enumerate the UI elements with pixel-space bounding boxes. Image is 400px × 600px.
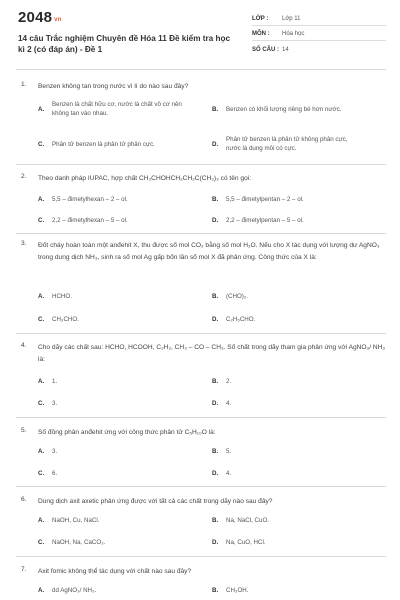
- document-header: [0, 0, 400, 66]
- option-text: 4.: [226, 470, 232, 477]
- header-divider: [16, 69, 386, 70]
- option-text: 5,5 – đimetylhexan – 2 – ol.: [52, 196, 128, 203]
- option-letter: A.: [38, 448, 45, 455]
- question-divider: [16, 486, 386, 487]
- question-divider: [16, 333, 386, 334]
- question-number: 6.: [21, 496, 27, 503]
- option-letter: B.: [212, 106, 219, 113]
- option-letter: B.: [212, 293, 219, 300]
- option-text: 2,2 – đimetylpentan – 5 – ol.: [226, 217, 304, 224]
- question-number: 5.: [21, 427, 27, 434]
- option-letter: B.: [212, 448, 219, 455]
- option-text: 5,5 – đimetylpentan – 2 – ol.: [226, 196, 304, 203]
- option-letter: D.: [212, 316, 219, 323]
- option-letter: C.: [38, 316, 45, 323]
- option-text: Benzen có khối lượng riêng bé hơn nước.: [226, 106, 342, 113]
- question-text: Số đồng phân anđehit ứng với công thức phân tử C₅H₁₀O là:: [38, 429, 216, 436]
- meta-grade-value: Lớp 11: [282, 16, 301, 22]
- question-number: 1.: [21, 81, 27, 88]
- option-text: Phân tử benzen là phân tử phân cực.: [52, 141, 155, 148]
- option-text: 3.: [52, 448, 58, 455]
- option-letter: B.: [212, 517, 219, 524]
- option-text: CH₃CHO.: [52, 316, 79, 323]
- question-text: Theo danh pháp IUPAC, hợp chất CH₃CHOHCH₂CH₂C(CH₃)₃ có tên gọi:: [38, 175, 252, 182]
- option-text: CH₃OH.: [226, 587, 249, 594]
- question-divider: [16, 556, 386, 557]
- option-text: 4.: [226, 400, 232, 407]
- option-letter: C.: [38, 217, 45, 224]
- option-letter: D.: [212, 217, 219, 224]
- option-letter: C.: [38, 400, 45, 407]
- option-letter: C.: [38, 141, 45, 148]
- meta-count-label: SỐ CÂU :: [252, 47, 279, 53]
- option-letter: C.: [38, 470, 45, 477]
- meta-divider: [252, 25, 386, 26]
- option-text: 2.: [226, 378, 232, 385]
- option-text: NaOH, Cu, NaCl.: [52, 517, 100, 524]
- question-divider: [16, 164, 386, 165]
- question-text: Benzen không tan trong nước vì lí do nào sau đây?: [38, 83, 189, 90]
- option-letter: D.: [212, 539, 219, 546]
- option-letter: A.: [38, 196, 45, 203]
- option-letter: A.: [38, 106, 45, 113]
- option-letter: D.: [212, 400, 219, 407]
- option-letter: A.: [38, 587, 45, 594]
- option-text: 1.: [52, 378, 58, 385]
- option-text: 2,2 – đimetylhexan – 5 – ol.: [52, 217, 128, 224]
- option-letter: C.: [38, 539, 45, 546]
- option-text: dd AgNO₃/ NH₃.: [52, 587, 97, 594]
- meta-subject-label: MÔN :: [252, 31, 270, 37]
- logo-text: 2048: [18, 9, 53, 26]
- question-number: 3.: [21, 240, 27, 247]
- option-letter: D.: [212, 141, 219, 148]
- option-text: NaOH, Na, CaCO₃.: [52, 539, 106, 546]
- question-text: Axit fomic không thể tác dụng với chất nào sau đây?: [38, 568, 192, 575]
- option-text: HCHO.: [52, 293, 72, 300]
- option-text: C₂H₅CHO.: [226, 316, 256, 323]
- option-text: Na, CuO, HCl.: [226, 539, 266, 546]
- option-text: 6.: [52, 470, 58, 477]
- question-divider: [16, 417, 386, 418]
- option-text: Phân tử benzen là phân tử không phân cực, nước là dung môi có cực.: [226, 136, 348, 152]
- option-letter: B.: [212, 378, 219, 385]
- question-text: Đốt cháy hoàn toàn một anđehit X, thu được số mol CO₂ bằng số mol H₂O. Nếu cho X tác dụng với lượng dư AgNO₃ trong dung dịch NH₃, sinh ra số mol Ag gấp bốn lần số mol X đã phản ứng. Công thức của X là:: [38, 242, 380, 261]
- question-text: Cho dãy các chất sau: HCHO, HCOOH, C₂H₂, CH₃ – CO – CH₃. Số chất trong dãy tham gia phản ứng với AgNO₃/ NH₃ là:: [38, 344, 386, 363]
- logo-suffix: vn: [54, 17, 62, 23]
- meta-count-value: 14: [282, 47, 289, 53]
- option-letter: A.: [38, 293, 45, 300]
- question-number: 7.: [21, 566, 27, 573]
- option-letter: D.: [212, 470, 219, 477]
- option-letter: A.: [38, 378, 45, 385]
- question-text: Dung dịch axit axetic phản ứng được với tất cả các chất trong dãy nào sau đây?: [38, 498, 273, 505]
- option-letter: B.: [212, 587, 219, 594]
- option-letter: B.: [212, 196, 219, 203]
- option-letter: A.: [38, 517, 45, 524]
- document-title: 14 câu Trắc nghiệm Chuyên đề Hóa 11 Đề kiểm tra học kì 2 (có đáp án) - Đề 1: [18, 34, 231, 54]
- meta-divider: [252, 40, 386, 41]
- site-logo[interactable]: [18, 9, 62, 26]
- option-text: (CHO)₂.: [226, 293, 248, 300]
- question-number: 2.: [21, 173, 27, 180]
- meta-grade-label: LỚP :: [252, 16, 269, 22]
- option-text: Benzen là chất hữu cơ, nước là chất vô cơ nên không tan vào nhau.: [52, 101, 182, 117]
- question-number: 4.: [21, 342, 27, 349]
- option-text: 3.: [52, 400, 58, 407]
- option-text: Na, NaCl, CuO.: [226, 517, 269, 524]
- option-text: 5.: [226, 448, 232, 455]
- meta-subject-value: Hóa học: [282, 31, 305, 37]
- question-divider: [16, 233, 386, 234]
